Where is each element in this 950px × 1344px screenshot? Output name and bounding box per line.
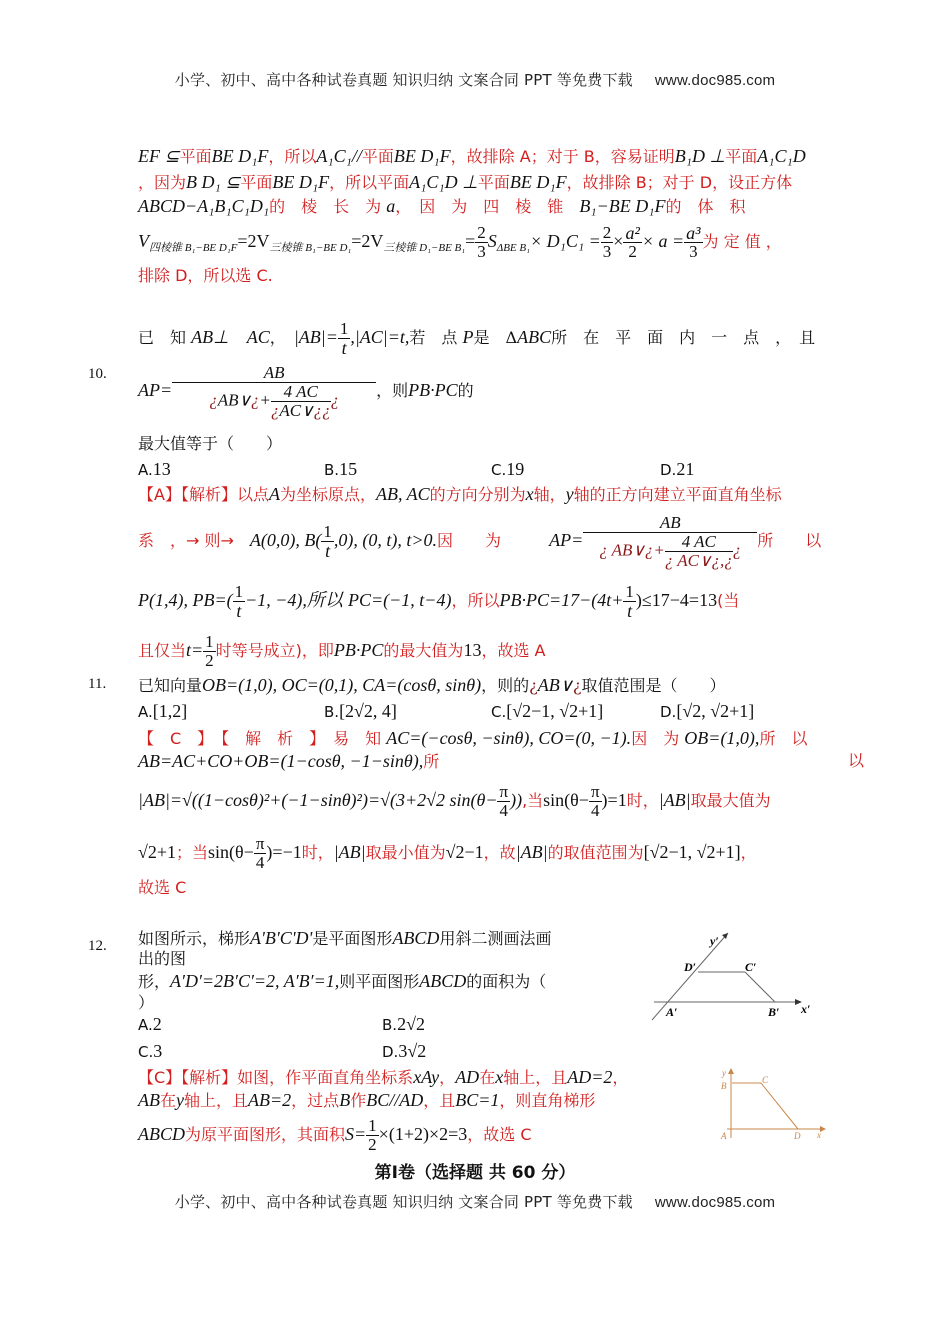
math: y: [565, 484, 574, 504]
math: √2−1: [445, 842, 484, 862]
math: ABCD: [419, 971, 467, 991]
svg-text:y: y: [722, 1068, 726, 1078]
math: PB·PC: [333, 640, 384, 660]
q12-sol-line-2: [138, 1089, 595, 1112]
text: 【 C 】 【 解 析 】 易 知: [138, 729, 382, 748]
text: ，过点: [291, 1091, 340, 1110]
q12-line-2: 出的图: [138, 949, 187, 968]
svg-text:A: A: [721, 1131, 727, 1141]
math: A₁C₁D ⊥: [409, 172, 478, 192]
math: S: [487, 231, 497, 251]
text: ，故排除 A；对于 B，容易证明: [450, 147, 675, 166]
math: 所以: [306, 590, 343, 610]
prev-line-2: [138, 171, 792, 194]
math: OB=(1,0), OC=(0,1), CA=(cosθ, sinθ): [202, 675, 482, 695]
math-sub: 三棱锥 B₁−BE D₁: [269, 242, 352, 254]
math: x: [495, 1067, 504, 1087]
text: ，: [740, 843, 757, 862]
option-a[interactable]: A.13: [138, 459, 171, 479]
text: 是平面图形: [312, 929, 393, 948]
math: =2V: [237, 231, 270, 251]
math: A'B'C'D': [250, 928, 313, 948]
svg-text:B: B: [721, 1081, 727, 1091]
prev-line-3: [138, 195, 745, 218]
right-trapezoid-figure: [712, 1066, 832, 1141]
math: −1, −4),: [245, 590, 307, 610]
math: BC//AD: [366, 1090, 424, 1110]
math: ×(1+2)×2=3: [378, 1124, 468, 1144]
math: =: [465, 231, 476, 251]
footer-url[interactable]: www.doc985.com: [654, 1194, 776, 1211]
option-b[interactable]: B.[2√2, 4]: [324, 701, 397, 721]
math: PB·PC=17−(4t+: [499, 590, 624, 610]
math: ,|AC|=t,: [350, 327, 410, 347]
math: AB∨: [537, 675, 573, 695]
text: ，: [269, 328, 278, 347]
text: 已知向量: [138, 676, 203, 695]
math: BE D₁F: [393, 146, 451, 166]
text: 在: [160, 1091, 177, 1110]
section-title: 第Ⅰ卷（选择题 共 60 分）: [374, 1163, 576, 1183]
option-c[interactable]: C.3: [138, 1041, 163, 1061]
prev-line-4: [138, 222, 782, 267]
q10-line-2: [138, 360, 474, 421]
svg-text:D: D: [794, 1131, 801, 1141]
text: 若 点: [409, 328, 458, 347]
text: 作: [350, 1091, 367, 1110]
math: ABCD: [392, 928, 440, 948]
q11-sol-line-4: [138, 830, 757, 875]
text: ，则: [376, 381, 409, 400]
q12-line-3: [138, 970, 546, 993]
svg-text:x′: x′: [801, 1002, 811, 1016]
math: BE D₁F: [272, 172, 330, 192]
math: AD: [455, 1067, 480, 1087]
math: ABCD−A₁B₁C₁D₁: [138, 196, 270, 216]
svg-text:B′: B′: [768, 1005, 780, 1019]
math: sin(θ−: [208, 842, 254, 862]
text: ，则直角梯形: [499, 1091, 596, 1110]
math: )=1: [601, 790, 627, 810]
q10-sol-line-4: [138, 630, 545, 671]
math: P: [462, 327, 474, 347]
math: BC=1: [455, 1090, 500, 1110]
q11-sol-line-3: [138, 776, 771, 825]
math: BE D₁F: [509, 172, 567, 192]
math: AB=2: [248, 1090, 292, 1110]
math: AC=(−cosθ, −sinθ), CO=(0, −1).: [386, 728, 632, 748]
math: t=: [186, 640, 204, 660]
q12-line-1: [138, 927, 551, 950]
fraction: $\frac{\pi}{4}$: [499, 782, 509, 820]
question-number: 11.: [88, 676, 107, 692]
text: ，所以平面: [329, 173, 410, 192]
math: |AB|: [658, 790, 691, 810]
math: ABC: [517, 327, 552, 347]
math: |AB|: [333, 842, 366, 862]
text: 的: [457, 381, 474, 400]
q12-sol-line-1: [138, 1066, 628, 1089]
math: 13: [463, 640, 482, 660]
text: 轴，: [533, 485, 566, 504]
text: 【C】【解析】如图，作平面直角坐标系: [138, 1068, 414, 1087]
text: 在: [479, 1068, 496, 1087]
math: × D₁C₁ =: [529, 231, 601, 251]
text: ，: [612, 1068, 629, 1087]
text: ；当: [176, 843, 209, 862]
text: 时，: [301, 843, 334, 862]
text: 所: [423, 752, 440, 771]
math: sin(θ−: [543, 790, 589, 810]
svg-text:x: x: [817, 1130, 821, 1140]
option-a[interactable]: A.2: [138, 1014, 162, 1034]
text: 如图所示，梯形: [138, 929, 251, 948]
math: )=−1: [266, 842, 302, 862]
text: ，则的: [481, 676, 530, 695]
prev-line-5: [138, 265, 273, 287]
math: √2+1: [138, 842, 177, 862]
q11-line-1: [138, 674, 725, 697]
text: 因 为: [437, 531, 502, 550]
math: V: [138, 231, 149, 251]
text: 以: [847, 751, 864, 770]
oblique-trapezoid-figure: [640, 925, 830, 1025]
math: A₁C₁D: [757, 146, 806, 166]
option-b[interactable]: B.15: [324, 459, 358, 479]
fraction: $\frac{\pi}{4}$: [590, 782, 600, 820]
q11-sol-line-1: [138, 727, 807, 750]
fraction: $\frac{1}{t}$: [339, 319, 349, 358]
option-b[interactable]: B.2√2: [382, 1014, 425, 1034]
math: × a =: [641, 231, 685, 251]
text: 的 棱 长 为: [269, 197, 382, 216]
math: AP=: [549, 530, 584, 550]
math: )): [510, 790, 523, 810]
fraction: $\frac{\pi}{4}$: [255, 834, 265, 872]
math: AD=2: [567, 1067, 613, 1087]
svg-text:D′: D′: [684, 960, 697, 974]
math: A′D′=2B′C′=2, A′B′=1,: [170, 971, 340, 991]
q11-sol-line-5: [138, 877, 186, 899]
text: ，故: [483, 843, 516, 862]
math-sub: 四棱锥 B₁−BE D₁F: [149, 242, 238, 254]
text: ， 因 为 四 棱 锥: [395, 197, 564, 216]
text: ，所以: [451, 591, 500, 610]
math: AB: [138, 1090, 160, 1110]
text: 轴上，且: [503, 1068, 568, 1087]
text: 故选 C: [138, 878, 187, 897]
svg-text:C: C: [762, 1075, 769, 1085]
text: 取最大值为: [690, 791, 771, 810]
fraction: $\frac{2}{3}$: [602, 223, 612, 261]
math: ×: [613, 231, 624, 251]
math: )≤17−4=13: [635, 590, 718, 610]
text: 用斜二测画法画: [439, 929, 552, 948]
math: ABCD: [138, 1124, 185, 1144]
fraction: AB ¿AB∨¿+ $\frac{4 AC}{¿AC\vee¿¿}$ ¿: [172, 364, 376, 420]
text: ,当: [522, 791, 544, 810]
fraction: $\frac{1}{t}$: [323, 522, 332, 561]
text: 平面: [179, 147, 212, 166]
text: 取值范围是（ ）: [581, 676, 726, 695]
fraction: $\frac{1}{2}$: [368, 1116, 377, 1154]
math: BE D₁F: [211, 146, 269, 166]
page-header: [0, 69, 950, 90]
option-c[interactable]: C.19: [491, 459, 525, 479]
text: 时等号成立)，即: [215, 641, 334, 660]
math: S=: [345, 1124, 367, 1144]
text: 平面: [361, 147, 394, 166]
text: 【A】【解析】以点: [138, 485, 269, 504]
text: 系 ，→ 则→: [138, 531, 234, 550]
math: |AB|=√((1−cosθ)²+(−1−sinθ)²)=√(3+2√2 sin(θ−: [138, 790, 498, 810]
text: 取最小值为: [365, 843, 446, 862]
svg-text:C′: C′: [745, 960, 757, 974]
svg-text:y′: y′: [710, 934, 719, 948]
text: ，故排除 B；对于 D，设正方体: [566, 173, 793, 192]
text: (当: [717, 591, 740, 610]
math: AB, AC: [375, 484, 430, 504]
text: 所 以: [759, 729, 808, 748]
header-text: 小学、初中、高中各种试卷真题 知识归纳 文案合同 PPT 等免费下载: [174, 71, 633, 89]
page-footer: [0, 1191, 950, 1212]
text: 形，: [138, 972, 171, 991]
prev-line-1: [138, 145, 806, 168]
math: |AB|: [515, 842, 548, 862]
text: ，故选 A: [481, 641, 546, 660]
math: P(1,4), PB=(: [138, 590, 233, 610]
header-url[interactable]: www.doc985.com: [654, 72, 776, 89]
q10-sol-line-3: [138, 578, 739, 623]
q11-sol-line-2: [138, 750, 864, 773]
footer-text: 小学、初中、高中各种试卷真题 知识归纳 文案合同 PPT 等免费下载: [174, 1193, 633, 1211]
math: ¿: [529, 676, 538, 695]
math: =2V: [351, 231, 384, 251]
math: AB=AC+CO+OB=(1−cosθ, −1−sinθ),: [138, 751, 424, 771]
text: 是 Δ: [473, 328, 518, 347]
math: B₁−BE D₁F: [579, 196, 666, 216]
text: 已 知: [138, 328, 187, 347]
option-d[interactable]: D.21: [660, 459, 695, 479]
fraction: $\frac{1}{t}$: [234, 582, 244, 621]
math: ,0), (0, t), t>0.: [333, 530, 438, 550]
text: ，且: [423, 1091, 456, 1110]
math: PC=(−1, t−4): [348, 590, 452, 610]
text: 平面: [477, 173, 510, 192]
text: 轴的正方向建立平面直角坐标: [573, 485, 782, 504]
q10-sol-line-1: [138, 483, 782, 506]
text: 平面: [725, 147, 758, 166]
text: ，因为: [138, 173, 187, 192]
math: B D₁ ⊆: [186, 172, 241, 192]
text: 为原平面图形，其面积: [185, 1125, 346, 1144]
fraction: $\frac{1}{t}$: [625, 582, 634, 621]
text: 排除 D，所以选 C.: [138, 266, 273, 285]
math: [√2−1, √2+1]: [643, 842, 741, 862]
q10-line-1: [138, 320, 815, 357]
math: y: [176, 1090, 185, 1110]
q10-line-3: 最大值等于（ ）: [138, 434, 283, 453]
text: 的取值范围为: [547, 843, 644, 862]
math: |AB|=: [293, 327, 338, 347]
q12-sol-line-3: [138, 1114, 532, 1155]
math: x: [525, 484, 534, 504]
fraction: $\frac{2}{3}$: [477, 223, 486, 261]
question-number: 10.: [88, 366, 107, 382]
text: 的 体 积: [665, 197, 746, 216]
math-sub: 三棱锥 D₁−BE B₁: [383, 242, 466, 254]
q12-line-4: ）: [138, 993, 155, 1012]
text: 平面: [240, 173, 273, 192]
math: ¿: [572, 676, 582, 695]
fraction: $\frac{\text{a³}}{3}$: [686, 223, 701, 261]
math: A: [268, 484, 280, 504]
text: 则平面图形: [339, 972, 420, 991]
option-d[interactable]: D.[√2, √2+1]: [660, 701, 755, 721]
text: 所 在 平 面 内 一 点 ， 且: [551, 328, 816, 347]
text: 为坐标原点，: [279, 485, 376, 504]
svg-text:A′: A′: [666, 1005, 678, 1019]
q10-sol-line-2: [138, 510, 821, 571]
option-d[interactable]: D.3√2: [382, 1041, 427, 1061]
math: a: [386, 196, 396, 216]
text: 所 以: [757, 531, 822, 550]
math: OB=(1,0),: [684, 728, 760, 748]
fraction: $\frac{\text{a²}}{2}$: [625, 223, 640, 261]
math: AP=: [138, 380, 173, 400]
text: 且仅当: [138, 641, 187, 660]
text: ，所以: [268, 147, 317, 166]
math: EF ⊆: [138, 146, 180, 166]
text: 的面积为（: [466, 972, 547, 991]
option-c[interactable]: C.[√2−1, √2+1]: [491, 701, 604, 721]
text: 的最大值为: [383, 641, 464, 660]
fraction: $\frac{1}{2}$: [205, 632, 214, 670]
option-a[interactable]: A.[1,2]: [138, 701, 188, 721]
text: 轴上，且: [184, 1091, 249, 1110]
text: 为 定 值 ，: [702, 232, 782, 251]
text: ，: [439, 1068, 456, 1087]
text: 的方向分别为: [429, 485, 526, 504]
math: A(0,0), B(: [249, 530, 322, 550]
text: 时，: [626, 791, 659, 810]
math: B: [339, 1090, 351, 1110]
math: xAy: [413, 1067, 440, 1087]
text: 因 为: [631, 729, 680, 748]
math: AB⊥ AC: [191, 327, 270, 347]
math-sub: ΔBE B₁: [496, 242, 530, 254]
question-number: 12.: [88, 938, 107, 954]
math: B₁D ⊥: [674, 146, 726, 166]
math: PB·PC: [408, 380, 458, 400]
math: A₁C₁//: [316, 146, 362, 166]
text: ，故选 C: [467, 1125, 532, 1144]
fraction: AB ¿ AB∨¿+ $\frac{4 AC}{¿ AC\vee¿,¿}$ ¿: [583, 514, 757, 570]
